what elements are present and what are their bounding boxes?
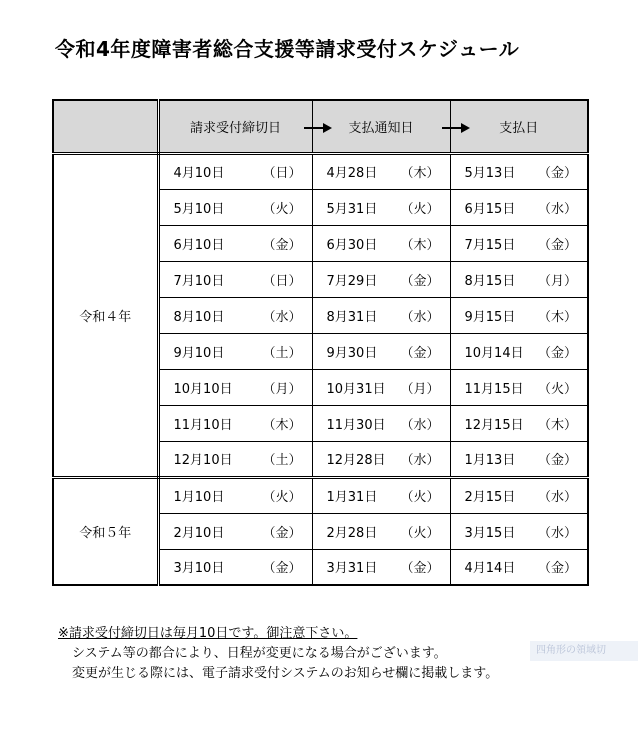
payment-date: 1月13日	[464, 453, 516, 468]
note-schedule-change: システム等の都合により、日程が変更になる場合がございます。	[72, 646, 447, 661]
deadline-date: 8月10日	[173, 309, 225, 325]
notice-weekday: （火）	[400, 201, 440, 217]
payment-cell	[450, 189, 588, 225]
deadline-weekday: （土）	[262, 453, 302, 468]
notice-weekday: （金）	[400, 273, 440, 289]
payment-cell	[450, 261, 588, 297]
deadline-cell	[158, 261, 312, 297]
notice-date: 11月30日	[326, 417, 386, 433]
payment-cell	[450, 297, 588, 333]
notice-date: 7月29日	[326, 273, 378, 289]
deadline-weekday: （金）	[262, 237, 302, 253]
payment-cell	[450, 549, 588, 585]
payment-date: 2月15日	[464, 490, 516, 505]
deadline-weekday: （水）	[262, 309, 302, 325]
schedule-table	[52, 99, 589, 586]
payment-weekday: （月）	[537, 273, 577, 289]
notice-cell	[312, 189, 450, 225]
deadline-date: 2月10日	[173, 525, 225, 541]
deadline-cell	[158, 153, 312, 189]
payment-date: 6月15日	[464, 201, 516, 217]
payment-weekday: （金）	[537, 561, 577, 577]
deadline-weekday: （木）	[262, 417, 302, 433]
notice-date: 9月30日	[326, 345, 378, 361]
notice-date: 4月28日	[326, 166, 378, 181]
payment-date: 10月14日	[464, 345, 524, 361]
deadline-cell	[158, 297, 312, 333]
header-notice-label: 支払通知日	[348, 120, 414, 136]
year-label: 令和５年	[53, 477, 158, 585]
payment-date: 9月15日	[464, 309, 516, 325]
notice-weekday: （金）	[400, 561, 440, 577]
payment-cell	[450, 225, 588, 261]
payment-weekday: （水）	[537, 201, 577, 217]
selection-tooltip: 四角形の領域切	[530, 641, 638, 661]
deadline-cell	[158, 477, 312, 513]
notice-cell	[312, 513, 450, 549]
payment-date: 8月15日	[464, 273, 516, 289]
payment-weekday: （木）	[537, 417, 577, 433]
deadline-weekday: （金）	[262, 525, 302, 541]
deadline-cell	[158, 333, 312, 369]
notice-cell	[312, 405, 450, 441]
notice-date: 3月31日	[326, 561, 378, 577]
payment-cell	[450, 153, 588, 189]
payment-cell	[450, 441, 588, 477]
payment-cell	[450, 405, 588, 441]
notice-weekday: （木）	[400, 166, 440, 181]
payment-weekday: （金）	[537, 345, 577, 361]
deadline-date: 3月10日	[173, 561, 225, 577]
notice-cell	[312, 333, 450, 369]
deadline-weekday: （日）	[262, 273, 302, 289]
deadline-cell	[158, 441, 312, 477]
payment-date: 3月15日	[464, 525, 516, 541]
deadline-cell	[158, 405, 312, 441]
payment-weekday: （火）	[537, 381, 577, 397]
deadline-cell	[158, 225, 312, 261]
deadline-weekday: （土）	[262, 345, 302, 361]
deadline-date: 5月10日	[173, 201, 225, 217]
deadline-date: 12月10日	[173, 453, 233, 468]
notice-cell	[312, 225, 450, 261]
notice-date: 8月31日	[326, 309, 378, 325]
table-row	[53, 153, 588, 189]
payment-weekday: （金）	[537, 453, 577, 468]
deadline-date: 9月10日	[173, 345, 225, 361]
notice-date: 2月28日	[326, 525, 378, 541]
page-title: 令和4年度障害者総合支援等請求受付スケジュール	[55, 37, 520, 61]
payment-weekday: （木）	[537, 309, 577, 325]
notice-cell	[312, 297, 450, 333]
notice-date: 12月28日	[326, 453, 386, 468]
deadline-date: 4月10日	[173, 166, 225, 181]
notice-weekday: （水）	[400, 309, 440, 325]
payment-date: 7月15日	[464, 237, 516, 253]
arrow-right-icon	[304, 123, 332, 133]
notice-cell	[312, 549, 450, 585]
notice-weekday: （水）	[400, 453, 440, 468]
table-row	[53, 477, 588, 513]
notice-cell	[312, 441, 450, 477]
deadline-cell	[158, 369, 312, 405]
notice-date: 5月31日	[326, 201, 378, 217]
notice-weekday: （火）	[400, 490, 440, 505]
header-payment: 支払日	[450, 100, 588, 153]
payment-weekday: （水）	[537, 490, 577, 505]
deadline-weekday: （火）	[262, 490, 302, 505]
notice-weekday: （月）	[400, 381, 440, 397]
payment-date: 5月13日	[464, 166, 516, 181]
deadline-weekday: （月）	[262, 381, 302, 397]
payment-cell	[450, 369, 588, 405]
note-announcement: 変更が生じる際には、電子請求受付システムのお知らせ欄に掲載します。	[72, 666, 499, 681]
deadline-cell	[158, 549, 312, 585]
deadline-date: 10月10日	[173, 381, 233, 397]
payment-date: 4月14日	[464, 561, 516, 577]
payment-cell	[450, 477, 588, 513]
notice-weekday: （水）	[400, 417, 440, 433]
header-deadline	[158, 100, 312, 153]
deadline-cell	[158, 513, 312, 549]
header-corner	[53, 100, 158, 153]
notice-weekday: （木）	[400, 237, 440, 253]
header-notice	[312, 100, 450, 153]
payment-weekday: （金）	[537, 166, 577, 181]
arrow-right-icon	[442, 123, 470, 133]
payment-date: 11月15日	[464, 381, 524, 397]
notice-date: 1月31日	[326, 490, 378, 505]
notice-cell	[312, 153, 450, 189]
deadline-date: 1月10日	[173, 490, 225, 505]
deadline-cell	[158, 189, 312, 225]
deadline-weekday: （火）	[262, 201, 302, 217]
header-deadline-label: 請求受付締切日	[189, 120, 281, 136]
notice-date: 6月30日	[326, 237, 378, 253]
notice-cell	[312, 369, 450, 405]
notice-date: 10月31日	[326, 381, 386, 397]
payment-cell	[450, 513, 588, 549]
notice-cell	[312, 261, 450, 297]
deadline-weekday: （金）	[262, 561, 302, 577]
payment-weekday: （水）	[537, 525, 577, 541]
payment-cell	[450, 333, 588, 369]
year-label: 令和４年	[53, 153, 158, 477]
deadline-date: 11月10日	[173, 417, 233, 433]
notes	[58, 624, 498, 684]
note-deadline: ※請求受付締切日は毎月10日です。御注意下さい。	[58, 626, 358, 641]
payment-date: 12月15日	[464, 417, 524, 433]
deadline-date: 7月10日	[173, 273, 225, 289]
deadline-weekday: （日）	[262, 166, 302, 181]
notice-cell	[312, 477, 450, 513]
notice-weekday: （火）	[400, 525, 440, 541]
payment-weekday: （金）	[537, 237, 577, 253]
notice-weekday: （金）	[400, 345, 440, 361]
deadline-date: 6月10日	[173, 237, 225, 253]
